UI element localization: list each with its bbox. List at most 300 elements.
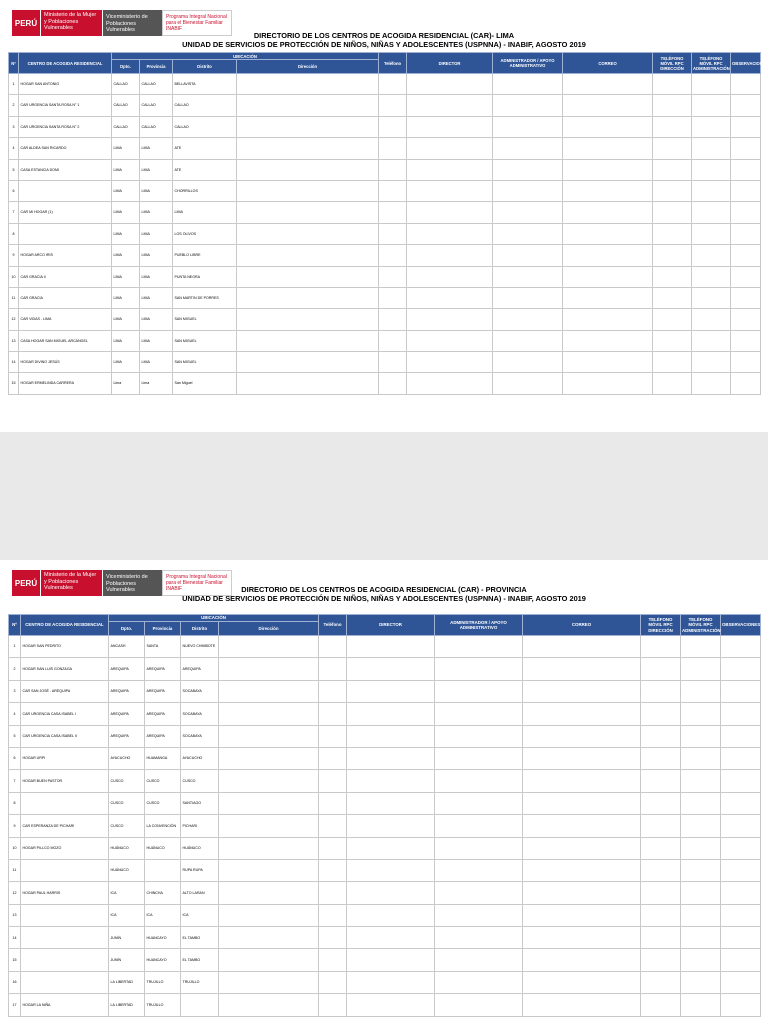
cell-distrito: ATE xyxy=(173,159,237,180)
cell-distrito: CHORRILLOS xyxy=(173,180,237,201)
cell-director xyxy=(347,815,435,837)
cell-admin xyxy=(435,747,523,769)
cell-direccion xyxy=(219,994,319,1016)
cell-direccion xyxy=(219,927,319,949)
cell-direccion xyxy=(237,373,379,394)
cell-no: 7 xyxy=(9,770,21,792)
cell-direccion xyxy=(219,636,319,658)
cell-correo xyxy=(563,287,653,308)
cell-director xyxy=(407,159,493,180)
cell-dpto: ANCASH xyxy=(109,636,145,658)
title-line-1: DIRECTORIO DE LOS CENTROS DE ACOGIDA RESIDENCIAL (CAR)- LIMA xyxy=(253,31,515,40)
cell-admin xyxy=(435,882,523,904)
col-dpto: Dpto. xyxy=(109,622,145,636)
table-row xyxy=(9,747,761,769)
cell-dpto: LA LIBERTAD xyxy=(109,971,145,993)
cell-distrito: EL TAMBO xyxy=(181,949,219,971)
cell-telefono xyxy=(379,330,407,351)
cell-correo xyxy=(563,159,653,180)
col-provincia: Provincia xyxy=(145,622,181,636)
cell-no: 11 xyxy=(9,287,19,308)
col-director: DIRECTOR xyxy=(347,615,435,636)
cell-tel-adm xyxy=(681,792,721,814)
cell-correo xyxy=(563,266,653,287)
cell-admin xyxy=(435,904,523,926)
cell-centro: HOGAR DIVINO JESÚS xyxy=(19,352,112,373)
col-ubicacion: UBICACIÓN xyxy=(112,53,379,60)
cell-direccion xyxy=(237,266,379,287)
cell-dpto: CALLAO xyxy=(112,116,140,137)
cell-telefono xyxy=(379,95,407,116)
cell-correo xyxy=(523,949,641,971)
cell-no: 14 xyxy=(9,352,19,373)
cell-centro: CASA HOGAR SAN MIGUEL ARCÁNGEL xyxy=(19,330,112,351)
table-row xyxy=(9,223,761,244)
cell-no: 3 xyxy=(9,680,21,702)
cell-tel-adm xyxy=(681,971,721,993)
cell-tel-dir xyxy=(653,309,692,330)
cell-centro xyxy=(21,927,109,949)
cell-obs xyxy=(721,971,761,993)
table-row xyxy=(9,837,761,859)
cell-tel-dir xyxy=(641,837,681,859)
table-row xyxy=(9,373,761,394)
cell-centro: CAR SAN JOSÉ - AREQUIPA xyxy=(21,680,109,702)
cell-no: 7 xyxy=(9,202,19,223)
ministerio-label: Ministerio de la Mujer y Poblaciones Vulnerables xyxy=(40,10,102,36)
cell-tel-dir xyxy=(641,994,681,1016)
document-title xyxy=(0,585,768,603)
cell-obs xyxy=(721,859,761,881)
cell-no: 9 xyxy=(9,245,19,266)
cell-correo xyxy=(563,74,653,95)
cell-provincia: Lima xyxy=(140,373,173,394)
peru-logo: PERÚ xyxy=(12,10,40,36)
viceministerio-label: Viceministerio de Poblaciones Vulnerables xyxy=(102,570,162,596)
cell-dpto: LIMA xyxy=(112,180,140,201)
cell-dpto: Lima xyxy=(112,373,140,394)
col-direccion: Dirección xyxy=(237,60,379,74)
title-line-1: DIRECTORIO DE LOS CENTROS DE ACOGIDA RESIDENCIAL (CAR) - PROVINCIA xyxy=(241,585,527,594)
cell-no: 2 xyxy=(9,95,19,116)
col-centro: CENTRO DE ACOGIDA RESIDENCIAL xyxy=(21,615,109,636)
cell-director xyxy=(407,138,493,159)
cell-telefono xyxy=(319,636,347,658)
cell-tel-adm xyxy=(681,994,721,1016)
cell-admin xyxy=(435,658,523,680)
cell-telefono xyxy=(319,680,347,702)
cell-correo xyxy=(523,658,641,680)
cell-direccion xyxy=(237,138,379,159)
cell-tel-dir xyxy=(653,373,692,394)
cell-no: 9 xyxy=(9,815,21,837)
cell-obs xyxy=(731,138,761,159)
col-director: DIRECTOR xyxy=(407,53,493,74)
cell-tel-dir xyxy=(653,138,692,159)
cell-admin xyxy=(435,815,523,837)
cell-no: 12 xyxy=(9,309,19,330)
cell-provincia: AREQUIPA xyxy=(145,658,181,680)
cell-direccion xyxy=(237,95,379,116)
col-obs: OBSERVACIONES xyxy=(731,53,761,74)
cell-telefono xyxy=(319,927,347,949)
col-distrito: Distrito xyxy=(181,622,219,636)
cell-provincia: CALLAO xyxy=(140,116,173,137)
cell-telefono xyxy=(319,747,347,769)
cell-telefono xyxy=(319,837,347,859)
cell-centro xyxy=(21,949,109,971)
cell-distrito: AYACUCHO xyxy=(181,747,219,769)
cell-tel-adm xyxy=(681,859,721,881)
col-tel-dir: TELÉFONO MÓVIL RPC DIRECCIÓN xyxy=(653,53,692,74)
cell-direccion xyxy=(237,309,379,330)
cell-distrito: SANTIAGO xyxy=(181,792,219,814)
cell-direccion xyxy=(219,770,319,792)
cell-admin xyxy=(493,287,563,308)
cell-obs xyxy=(721,680,761,702)
cell-distrito: SOCABAYA xyxy=(181,725,219,747)
cell-provincia: LIMA xyxy=(140,180,173,201)
cell-telefono xyxy=(319,703,347,725)
cell-no: 17 xyxy=(9,994,21,1016)
cell-centro: HOGAR SAN PEDRITO xyxy=(21,636,109,658)
cell-tel-adm xyxy=(681,770,721,792)
cell-tel-dir xyxy=(641,815,681,837)
cell-telefono xyxy=(379,223,407,244)
cell-admin xyxy=(493,180,563,201)
cell-no: 1 xyxy=(9,636,21,658)
cell-telefono xyxy=(379,309,407,330)
cell-admin xyxy=(493,330,563,351)
cell-obs xyxy=(721,747,761,769)
col-distrito: Distrito xyxy=(173,60,237,74)
cell-director xyxy=(347,658,435,680)
cell-telefono xyxy=(379,352,407,373)
cell-telefono xyxy=(319,792,347,814)
cell-telefono xyxy=(319,882,347,904)
cell-tel-dir xyxy=(653,74,692,95)
cell-tel-dir xyxy=(653,352,692,373)
cell-admin xyxy=(435,792,523,814)
cell-distrito: RUPA RUPA xyxy=(181,859,219,881)
cell-tel-adm xyxy=(681,815,721,837)
document-title xyxy=(0,31,768,49)
cell-provincia: LIMA xyxy=(140,352,173,373)
cell-telefono xyxy=(379,180,407,201)
cell-direccion xyxy=(219,882,319,904)
cell-tel-adm xyxy=(681,747,721,769)
cell-provincia: HUÁNUCO xyxy=(145,837,181,859)
col-ubicacion: UBICACIÓN xyxy=(109,615,319,622)
col-correo: CORREO xyxy=(523,615,641,636)
cell-director xyxy=(407,309,493,330)
cell-director xyxy=(347,636,435,658)
cell-obs xyxy=(731,266,761,287)
cell-direccion xyxy=(237,352,379,373)
cell-admin xyxy=(493,373,563,394)
cell-tel-dir xyxy=(653,202,692,223)
cell-tel-dir xyxy=(641,747,681,769)
cell-obs xyxy=(731,74,761,95)
cell-centro: CAR MI HOGAR (1) xyxy=(19,202,112,223)
table-row xyxy=(9,138,761,159)
cell-dpto: LIMA xyxy=(112,202,140,223)
cell-tel-dir xyxy=(641,658,681,680)
cell-direccion xyxy=(219,837,319,859)
cell-tel-dir xyxy=(641,859,681,881)
cell-provincia: CALLAO xyxy=(140,95,173,116)
cell-correo xyxy=(523,837,641,859)
cell-tel-dir xyxy=(641,792,681,814)
cell-director xyxy=(347,725,435,747)
cell-admin xyxy=(493,223,563,244)
col-tel-adm: TELÉFONO MÓVIL RPC ADMINISTRACIÓN xyxy=(681,615,721,636)
cell-provincia: LIMA xyxy=(140,202,173,223)
cell-tel-adm xyxy=(681,837,721,859)
cell-director xyxy=(347,949,435,971)
cell-correo xyxy=(563,309,653,330)
table-row xyxy=(9,971,761,993)
cell-provincia: SANTA xyxy=(145,636,181,658)
cell-director xyxy=(347,747,435,769)
cell-tel-adm xyxy=(692,74,731,95)
col-admin: ADMINISTRADOR / APOYO ADMINISTRATIVO xyxy=(435,615,523,636)
viceministerio-label: Viceministerio de Poblaciones Vulnerables xyxy=(102,10,162,36)
cell-centro: CAR URGENCIA SANTA ROSA N° 2 xyxy=(19,116,112,137)
cell-dpto: CUSCO xyxy=(109,792,145,814)
cell-correo xyxy=(523,882,641,904)
col-no: Nº xyxy=(9,615,21,636)
table-row xyxy=(9,859,761,881)
cell-tel-dir xyxy=(641,971,681,993)
cell-distrito: PUEBLO LIBRE xyxy=(173,245,237,266)
cell-distrito: HUÁNUCO xyxy=(181,837,219,859)
cell-centro xyxy=(21,971,109,993)
cell-tel-adm xyxy=(692,266,731,287)
cell-correo xyxy=(523,859,641,881)
cell-no: 16 xyxy=(9,971,21,993)
cell-tel-dir xyxy=(653,159,692,180)
cell-admin xyxy=(493,159,563,180)
cell-provincia: AREQUIPA xyxy=(145,703,181,725)
cell-distrito: EL TAMBO xyxy=(181,927,219,949)
title-line-2: UNIDAD DE SERVICIOS DE PROTECCIÓN DE NIÑOS, NIÑAS Y ADOLESCENTES (USPNNA) - INABIF, AGOSTO 2019 xyxy=(182,40,586,49)
programa-label: Programa Integral Nacional para el Bienestar Familiar INABIF xyxy=(162,10,232,36)
cell-provincia: LIMA xyxy=(140,330,173,351)
col-no: Nº xyxy=(9,53,19,74)
cell-director xyxy=(407,330,493,351)
cell-tel-adm xyxy=(692,138,731,159)
cell-provincia: LIMA xyxy=(140,266,173,287)
cell-tel-adm xyxy=(692,180,731,201)
cell-director xyxy=(347,792,435,814)
cell-correo xyxy=(523,904,641,926)
cell-dpto: CALLAO xyxy=(112,74,140,95)
cell-distrito: SAN MIGUEL xyxy=(173,309,237,330)
cell-dpto: LIMA xyxy=(112,309,140,330)
cell-no: 2 xyxy=(9,658,21,680)
cell-centro xyxy=(21,859,109,881)
cell-admin xyxy=(493,95,563,116)
table-row xyxy=(9,680,761,702)
cell-correo xyxy=(523,725,641,747)
cell-telefono xyxy=(379,287,407,308)
cell-centro xyxy=(21,792,109,814)
cell-obs xyxy=(731,159,761,180)
cell-centro: CAR ESPERANZA DE PICHARI xyxy=(21,815,109,837)
cell-obs xyxy=(721,792,761,814)
cell-correo xyxy=(523,971,641,993)
cell-correo xyxy=(563,352,653,373)
cell-correo xyxy=(523,994,641,1016)
cell-centro: HOGAR ARCO IRIS xyxy=(19,245,112,266)
cell-provincia: LA CONVENCIÓN xyxy=(145,815,181,837)
cell-no: 3 xyxy=(9,116,19,137)
cell-provincia: AREQUIPA xyxy=(145,725,181,747)
cell-admin xyxy=(493,116,563,137)
table-row xyxy=(9,927,761,949)
col-telefono: Teléfono xyxy=(319,615,347,636)
cell-provincia: CUSCO xyxy=(145,770,181,792)
cell-distrito: SOCABAYA xyxy=(181,703,219,725)
cell-admin xyxy=(435,703,523,725)
cell-no: 14 xyxy=(9,927,21,949)
cell-provincia: HUANCAYO xyxy=(145,949,181,971)
cell-director xyxy=(407,202,493,223)
cell-direccion xyxy=(219,703,319,725)
cell-direccion xyxy=(219,680,319,702)
cell-tel-adm xyxy=(692,330,731,351)
cell-no: 5 xyxy=(9,725,21,747)
cell-no: 15 xyxy=(9,949,21,971)
cell-tel-adm xyxy=(681,904,721,926)
cell-distrito: SOCABAYA xyxy=(181,680,219,702)
table-row xyxy=(9,815,761,837)
cell-tel-dir xyxy=(653,223,692,244)
cell-obs xyxy=(731,373,761,394)
table-row xyxy=(9,352,761,373)
cell-centro: HOGAR SAN LUIS GONZAGA xyxy=(21,658,109,680)
cell-provincia: LIMA xyxy=(140,309,173,330)
cell-admin xyxy=(435,994,523,1016)
cell-centro xyxy=(21,904,109,926)
cell-dpto: LIMA xyxy=(112,138,140,159)
cell-dpto: LIMA xyxy=(112,352,140,373)
cell-tel-adm xyxy=(692,116,731,137)
table-row xyxy=(9,636,761,658)
cell-correo xyxy=(523,636,641,658)
cell-director xyxy=(407,74,493,95)
lima-rows xyxy=(9,74,761,395)
cell-provincia: AREQUIPA xyxy=(145,680,181,702)
cell-dpto: LIMA xyxy=(112,223,140,244)
cell-obs xyxy=(731,287,761,308)
cell-tel-adm xyxy=(681,658,721,680)
cell-centro: HOGAR PAUL HARRIS xyxy=(21,882,109,904)
cell-telefono xyxy=(379,159,407,180)
cell-telefono xyxy=(319,971,347,993)
cell-no: 12 xyxy=(9,882,21,904)
cell-obs xyxy=(731,245,761,266)
cell-telefono xyxy=(379,138,407,159)
cell-distrito: San Miguel xyxy=(173,373,237,394)
cell-centro: CAR URGENCIA CASA ISABEL II xyxy=(21,725,109,747)
cell-no: 4 xyxy=(9,703,21,725)
cell-provincia: CHINCHA xyxy=(145,882,181,904)
col-direccion: Dirección xyxy=(219,622,319,636)
cell-provincia: HUAMANGA xyxy=(145,747,181,769)
cell-tel-dir xyxy=(641,636,681,658)
cell-dpto: JUNÍN xyxy=(109,927,145,949)
cell-telefono xyxy=(319,994,347,1016)
cell-tel-adm xyxy=(692,159,731,180)
cell-provincia: TRUJILLO xyxy=(145,971,181,993)
cell-direccion xyxy=(237,245,379,266)
cell-admin xyxy=(435,837,523,859)
cell-dpto: CUSCO xyxy=(109,770,145,792)
cell-distrito: ATE xyxy=(173,138,237,159)
cell-tel-dir xyxy=(653,245,692,266)
cell-admin xyxy=(435,636,523,658)
cell-tel-adm xyxy=(681,680,721,702)
cell-distrito: SAN MIGUEL xyxy=(173,352,237,373)
provincia-rows xyxy=(9,636,761,1017)
cell-director xyxy=(407,352,493,373)
table-row xyxy=(9,287,761,308)
cell-tel-dir xyxy=(641,680,681,702)
cell-tel-dir xyxy=(653,116,692,137)
cell-dpto: LIMA xyxy=(112,159,140,180)
cell-obs xyxy=(721,837,761,859)
cell-tel-dir xyxy=(641,927,681,949)
cell-distrito: CALLAO xyxy=(173,95,237,116)
cell-dpto: AREQUIPA xyxy=(109,658,145,680)
cell-direccion xyxy=(219,971,319,993)
cell-director xyxy=(347,994,435,1016)
cell-correo xyxy=(563,373,653,394)
cell-admin xyxy=(435,770,523,792)
cell-correo xyxy=(563,223,653,244)
cell-admin xyxy=(435,949,523,971)
cell-dpto: AREQUIPA xyxy=(109,680,145,702)
cell-correo xyxy=(563,202,653,223)
cell-admin xyxy=(493,309,563,330)
cell-direccion xyxy=(219,904,319,926)
cell-obs xyxy=(731,309,761,330)
cell-provincia: LIMA xyxy=(140,138,173,159)
cell-correo xyxy=(523,770,641,792)
cell-direccion xyxy=(237,287,379,308)
cell-director xyxy=(347,703,435,725)
cell-centro: CAR URGENCIA SANTA ROSA N° 1 xyxy=(19,95,112,116)
cell-obs xyxy=(721,994,761,1016)
col-correo: CORREO xyxy=(563,53,653,74)
cell-direccion xyxy=(219,949,319,971)
cell-tel-adm xyxy=(681,725,721,747)
cell-director xyxy=(407,266,493,287)
cell-tel-dir xyxy=(641,904,681,926)
cell-dpto: CUSCO xyxy=(109,815,145,837)
cell-distrito: BELLAVISTA xyxy=(173,74,237,95)
table-row xyxy=(9,949,761,971)
table-row xyxy=(9,309,761,330)
cell-director xyxy=(407,245,493,266)
cell-direccion xyxy=(219,815,319,837)
cell-centro: HOGAR LA NIÑA xyxy=(21,994,109,1016)
cell-direccion xyxy=(237,74,379,95)
document-page-provincia xyxy=(0,560,768,1024)
cell-tel-adm xyxy=(692,309,731,330)
